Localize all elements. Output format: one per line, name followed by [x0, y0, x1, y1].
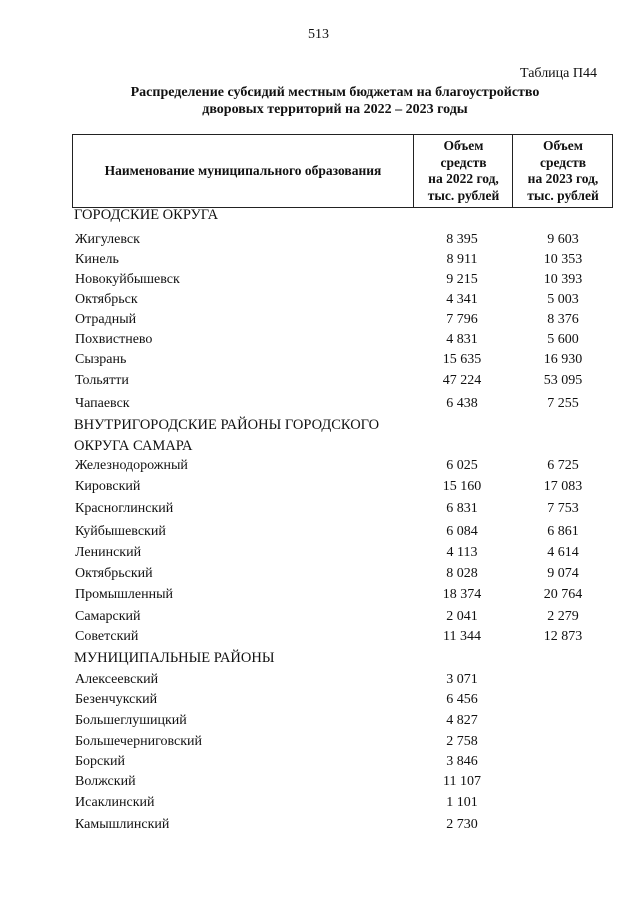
title-line-1: Распределение субсидий местным бюджетам на благоустройство [130, 85, 540, 100]
table-row: Ленинский 4 113 4 614 [75, 545, 579, 560]
title-line-2: дворовых территорий на 2022 – 2023 годы [202, 102, 468, 117]
table-row: Самарский 2 041 2 279 [75, 609, 579, 624]
table-row: Промышленный 18 374 20 764 [75, 587, 583, 602]
table-row: Железнодорожный 6 025 6 725 [75, 458, 579, 473]
table-row: Борский 3 846 [75, 754, 478, 769]
table-row: Чапаевск 6 438 7 255 [75, 396, 579, 411]
table-row: Тольятти 47 224 53 095 [75, 373, 583, 388]
table-row: Октябрьск 4 341 5 003 [75, 292, 579, 307]
table-row: Красноглинский 6 831 7 753 [75, 501, 579, 516]
table-row: Октябрьский 8 028 9 074 [75, 566, 579, 581]
header-name-column: Наименование муниципального образования [104, 162, 382, 178]
section-city-districts: ГОРОДСКИЕ ОКРУГА [74, 207, 219, 223]
section-samara-districts: ВНУТРИГОРОДСКИЕ РАЙОНЫ ГОРОДСКОГО ОКРУГА САМАРА [74, 417, 380, 454]
table-row: Волжский 11 107 [75, 774, 481, 789]
table-row: Алексеевский 3 071 [75, 672, 478, 687]
table-row: Безенчукский 6 456 [75, 692, 478, 707]
table-row: Новокуйбышевск 9 215 10 393 [75, 272, 583, 287]
section-municipal-districts: МУНИЦИПАЛЬНЫЕ РАЙОНЫ [74, 650, 275, 666]
header-2022-column: Объем средств на 2022 год, тыс. рублей [413, 135, 513, 207]
table-row: Похвистнево 4 831 5 600 [75, 332, 579, 347]
table-row: Отрадный 7 796 8 376 [75, 312, 579, 327]
table-row: Кировский 15 160 17 083 [75, 479, 583, 494]
table-row: Советский 11 344 12 873 [75, 629, 583, 644]
table-row: Кинель 8 911 10 353 [75, 252, 583, 267]
table-row: Камышлинский 2 730 [75, 817, 478, 832]
table-row: Исаклинский 1 101 [75, 795, 478, 810]
table-row: Жигулевск 8 395 9 603 [75, 232, 579, 247]
table-row: Куйбышевский 6 084 6 861 [75, 524, 579, 539]
table-label: Таблица П44 [520, 66, 597, 81]
page-number: 513 [308, 27, 329, 42]
table-row: Большечерниговский 2 758 [75, 734, 478, 749]
table-row: Большеглушицкий 4 827 [75, 713, 478, 728]
header-2023-column: Объем средств на 2023 год, тыс. рублей [512, 135, 613, 207]
table-row: Сызрань 15 635 16 930 [75, 352, 583, 367]
